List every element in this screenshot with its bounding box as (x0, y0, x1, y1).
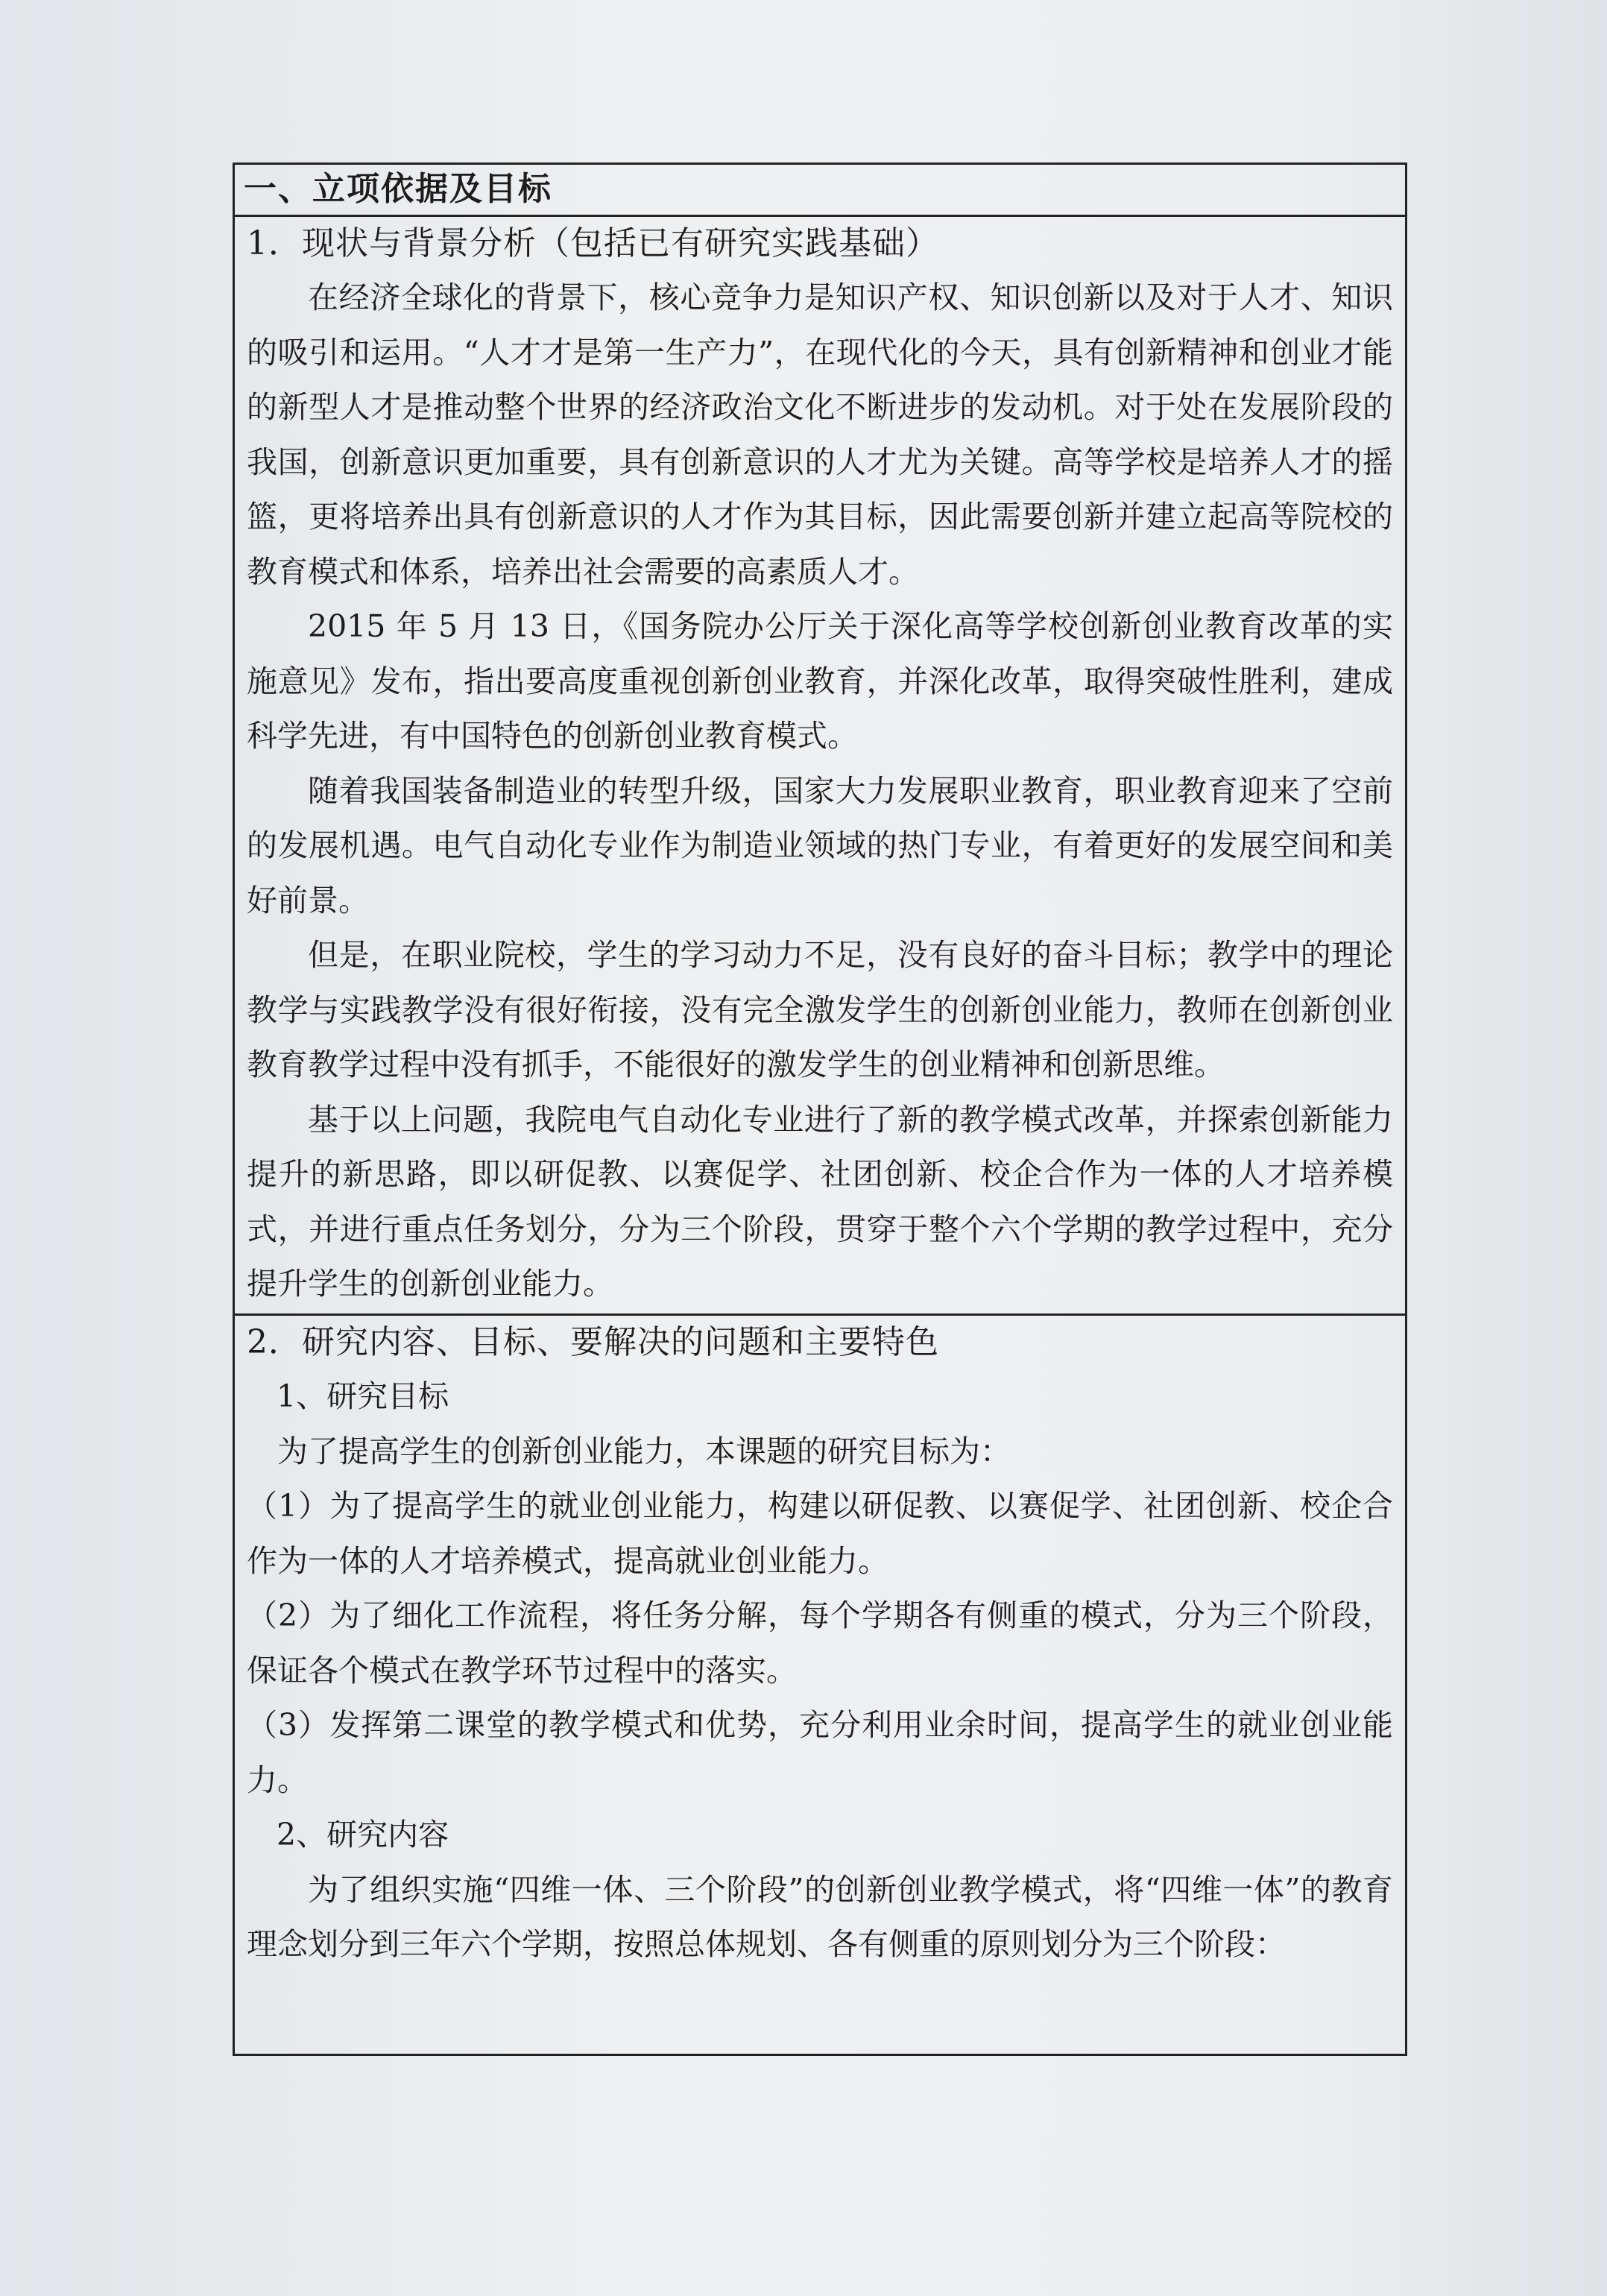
section-2-title: 2．研究内容、目标、要解决的问题和主要特色 (247, 1323, 939, 1361)
background-section (235, 217, 1405, 1316)
goal-subtitle: 1、研究目标 (277, 1378, 449, 1414)
goal-item: （1）为了提高学生的就业创业能力，构建以研促教、以赛促学、社团创新、校企合作为一体的人才培养模式，提高就业创业能力。 (247, 1488, 1393, 1579)
section-1-title: 1．现状与背景分析（包括已有研究实践基础） (247, 224, 939, 262)
background-paragraph: 随着我国装备制造业的转型升级，国家大力发展职业教育，职业教育迎来了空前的发展机遇。电气自动化专业作为制造业领域的热门专业，有着更好的发展空间和美好前景。 (247, 772, 1393, 918)
background-paragraph: 在经济全球化的背景下，核心竞争力是知识产权、知识创新以及对于人才、知识的吸引和运用。“人才才是第一生产力”，在现代化的今天，具有创新精神和创业才能的新型人才是推动整个世界的经济政治文化不断进步的发动机。对于处在发展阶段的我国，创新意识更加重要，具有创新意识的人才尤为关键。高等学校是培养人才的摇篮，更将培养出具有创新意识的人才作为其目标，因此需要创新并建立起高等院校的教育模式和体系，培养出社会需要的高素质人才。 (247, 280, 1393, 590)
background-paragraph: 但是，在职业院校，学生的学习动力不足，没有良好的奋斗目标；教学中的理论教学与实践教学没有很好衔接，没有完全激发学生的创新创业能力，教师在创新创业教育教学过程中没有抓手，不能很好的激发学生的创业精神和创新思维。 (247, 937, 1393, 1082)
background-paragraph: 基于以上问题，我院电气自动化专业进行了新的教学模式改革，并探索创新能力提升的新思路，即以研促教、以赛促学、社团创新、校企合作为一体的人才培养模式，并进行重点任务划分，分为三个阶段，贯穿于整个六个学期的教学过程中，充分提升学生的创新创业能力。 (247, 1101, 1393, 1302)
content-paragraph: 为了组织实施“四维一体、三个阶段”的创新创业教学模式，将“四维一体”的教育理念划分到三年六个学期，按照总体规划、各有侧重的原则划分为三个阶段： (247, 1871, 1393, 1962)
goal-intro: 为了提高学生的创新创业能力，本课题的研究目标为： (277, 1433, 1011, 1469)
background-paragraph: 2015 年 5 月 13 日，《国务院办公厅关于深化高等学校创新创业教育改革的实施意见》发布，指出要高度重视创新创业教育，并深化改革，取得突破性胜利，建成科学先进，有中国特色的创新创业教育模式。 (247, 608, 1393, 754)
form-heading: 一、立项依据及目标 (235, 165, 1405, 217)
content-subtitle: 2、研究内容 (277, 1817, 449, 1852)
goal-item: （3）发挥第二课堂的教学模式和优势，充分利用业余时间，提高学生的就业创业能力。 (247, 1707, 1393, 1798)
research-section (235, 1316, 1405, 2054)
application-form-table (233, 163, 1407, 2056)
goal-item: （2）为了细化工作流程，将任务分解，每个学期各有侧重的模式，分为三个阶段，保证各个模式在教学环节过程中的落实。 (247, 1598, 1393, 1688)
